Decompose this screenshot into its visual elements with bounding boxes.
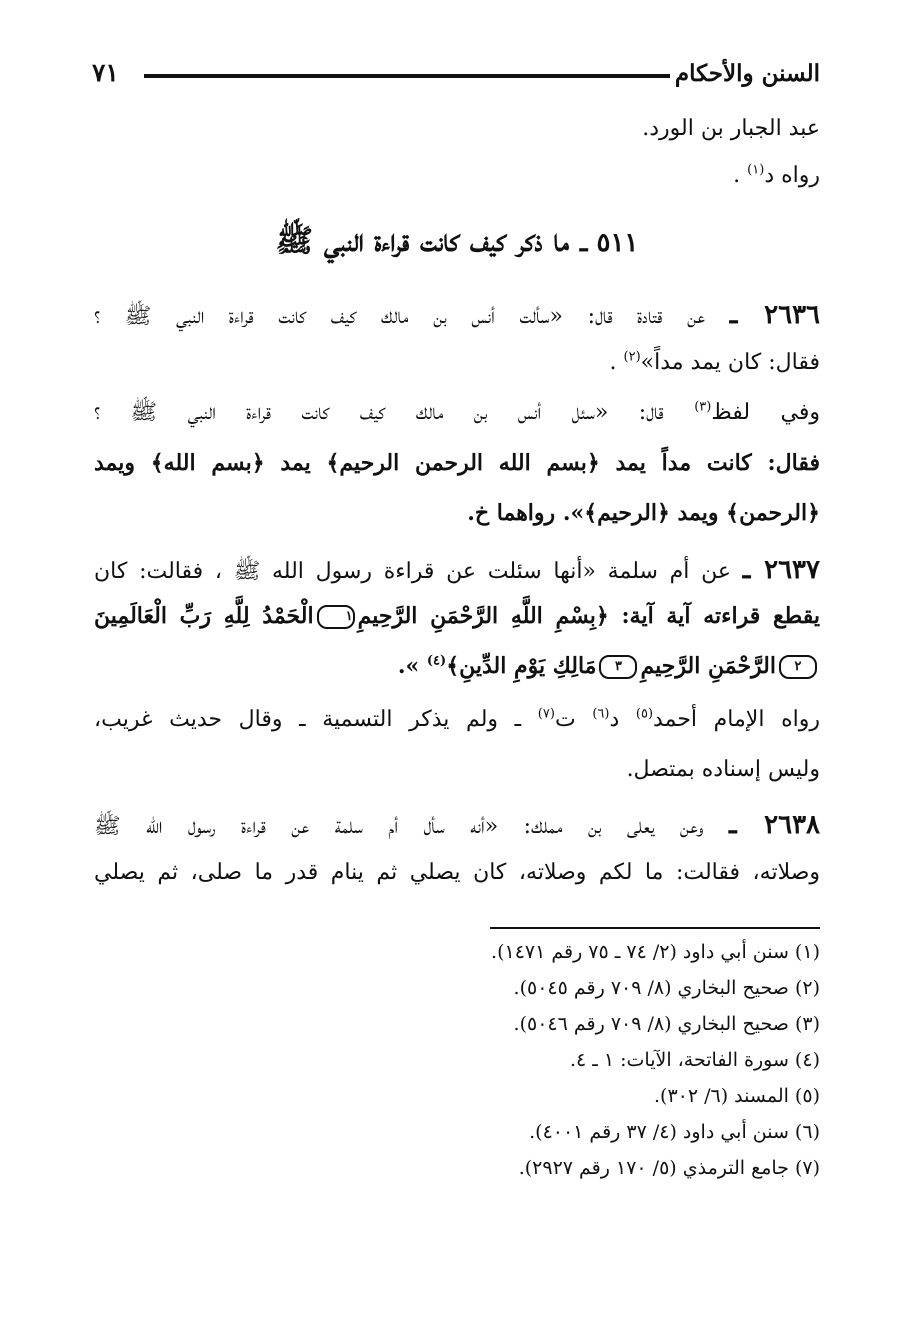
- hadith-2637-line-2: [94, 603, 820, 629]
- citation-text: رواه د: [764, 163, 820, 188]
- quran-text: الرَّحْمَنِ الرَّحِيمِ: [640, 653, 776, 679]
- footnote-3: (٣) صحيح البخاري (٨/ ٧٠٩ رقم ٥٠٤٦).: [513, 1013, 820, 1035]
- footnote-6: (٦) سنن أبي داود (٤/ ٣٧ رقم ٤٠٠١).: [529, 1121, 820, 1143]
- hadith-text: عن أم سلمة «أنها سئلت عن قراءة رسول الله ﷺ ، فقالت: كان: [94, 559, 731, 584]
- ayah-marker: ٣: [599, 655, 637, 679]
- footnote-ref: (٦): [592, 706, 610, 722]
- running-head-title: السنن والأحكام: [674, 60, 820, 87]
- hadith-text: عن قتادة قال: «سألت أنس بن مالك كيف كانت قراءة النبي ﷺ ؟: [94, 304, 706, 329]
- hadith-text: د: [609, 707, 636, 732]
- footnote-ref: (٢): [623, 349, 641, 365]
- footnote-ref: (٣): [694, 399, 712, 415]
- hadith-text: وفي لفظ: [711, 400, 821, 425]
- hadith-2637-line-1: [94, 555, 820, 586]
- citation-end: .: [733, 163, 748, 188]
- hadith-2637-line-5: وليس إسناده بمتصل.: [626, 757, 820, 782]
- chapter-title: ما ذكر كيف كانت قراءة النبي ﷺ: [275, 223, 570, 259]
- quote-end: ».: [397, 653, 427, 679]
- hadith-2636-line-4: فقال: كانت مداً يمد ﴿بسم الله الرحمن الرحيم﴾ يمد ﴿بسم الله﴾ ويمد: [94, 450, 820, 476]
- running-head-rule: [144, 74, 670, 78]
- quran-text: مَالِكِ يَوْمِ الدِّينِ﴾: [446, 653, 597, 679]
- footnote-ref: (٧): [537, 706, 555, 722]
- running-head: [92, 58, 820, 94]
- hadith-2636-line-1: [94, 300, 820, 331]
- citation-line: [733, 163, 820, 189]
- hadith-2636-line-5: ﴿الرحمن﴾ ويمد ﴿الرحيم﴾». رواهما خ.: [467, 500, 820, 526]
- hadith-text: ت: [554, 707, 593, 732]
- hadith-2636-line-3: [94, 400, 820, 426]
- hadith-number: ٢٦٣٨ ـ: [729, 810, 820, 840]
- continuation-line: عبد الجبار بن الورد.: [642, 116, 820, 141]
- ayah-marker: ٢: [779, 655, 817, 679]
- footnote-2: (٢) صحيح البخاري (٨/ ٧٠٩ رقم ٥٠٤٥).: [513, 977, 820, 999]
- hadith-text: فقال: كان يمد مداً»: [640, 350, 820, 375]
- page-number: ٧١: [92, 58, 119, 87]
- ayah-marker: ١: [317, 605, 355, 629]
- hadith-text: رواه الإمام أحمد: [653, 707, 820, 732]
- hadith-2638-line-1: [94, 810, 820, 841]
- footnote-4: (٤) سورة الفاتحة، الآيات: ١ ـ ٤.: [569, 1049, 820, 1071]
- hadith-2637-line-4: [94, 707, 820, 733]
- hadith-text: ـ ولم يذكر التسمية ـ وقال حديث غريب،: [94, 707, 538, 732]
- footnote-5: (٥) المسند (٦/ ٣٠٢).: [653, 1085, 820, 1107]
- footnote-ref: (٤): [426, 653, 447, 669]
- chapter-heading: [0, 222, 914, 267]
- quran-text: الْحَمْدُ لِلَّهِ رَبِّ الْعَالَمِينَ: [94, 603, 314, 629]
- footnote-ref: (١): [747, 162, 765, 178]
- chapter-number: ٥١١ ـ: [579, 228, 639, 258]
- hadith-text: .: [609, 350, 624, 375]
- hadith-2637-line-3: [398, 653, 820, 679]
- footnote-ref: (٥): [635, 706, 654, 722]
- footnote-7: (٧) جامع الترمذي (٥/ ١٧٠ رقم ٢٩٢٧).: [518, 1157, 820, 1179]
- hadith-number: ٢٦٣٧ ـ: [742, 555, 820, 585]
- quran-text: يقطع قراءته آية آية: ﴿بِسْمِ اللَّهِ الرَّحْمَنِ الرَّحِيمِ: [357, 603, 820, 629]
- footnote-1: (١) سنن أبي داود (٢/ ٧٤ ـ ٧٥ رقم ١٤٧١).: [491, 941, 820, 963]
- hadith-text: وعن يعلى بن مملك: «أنه سأل أم سلمة عن قراءة رسول الله ﷺ: [94, 814, 704, 839]
- hadith-2638-line-2: وصلاته، فقالت: ما لكم وصلاته، كان يصلي ثم ينام قدر ما صلى، ثم يصلي: [94, 860, 820, 885]
- hadith-text: قال: «سئل أنس بن مالك كيف كانت قراءة النبي ﷺ ؟: [94, 400, 695, 425]
- hadith-number: ٢٦٣٦ ـ: [729, 300, 820, 330]
- footnote-rule: [490, 927, 820, 929]
- hadith-2636-line-2: [610, 350, 821, 376]
